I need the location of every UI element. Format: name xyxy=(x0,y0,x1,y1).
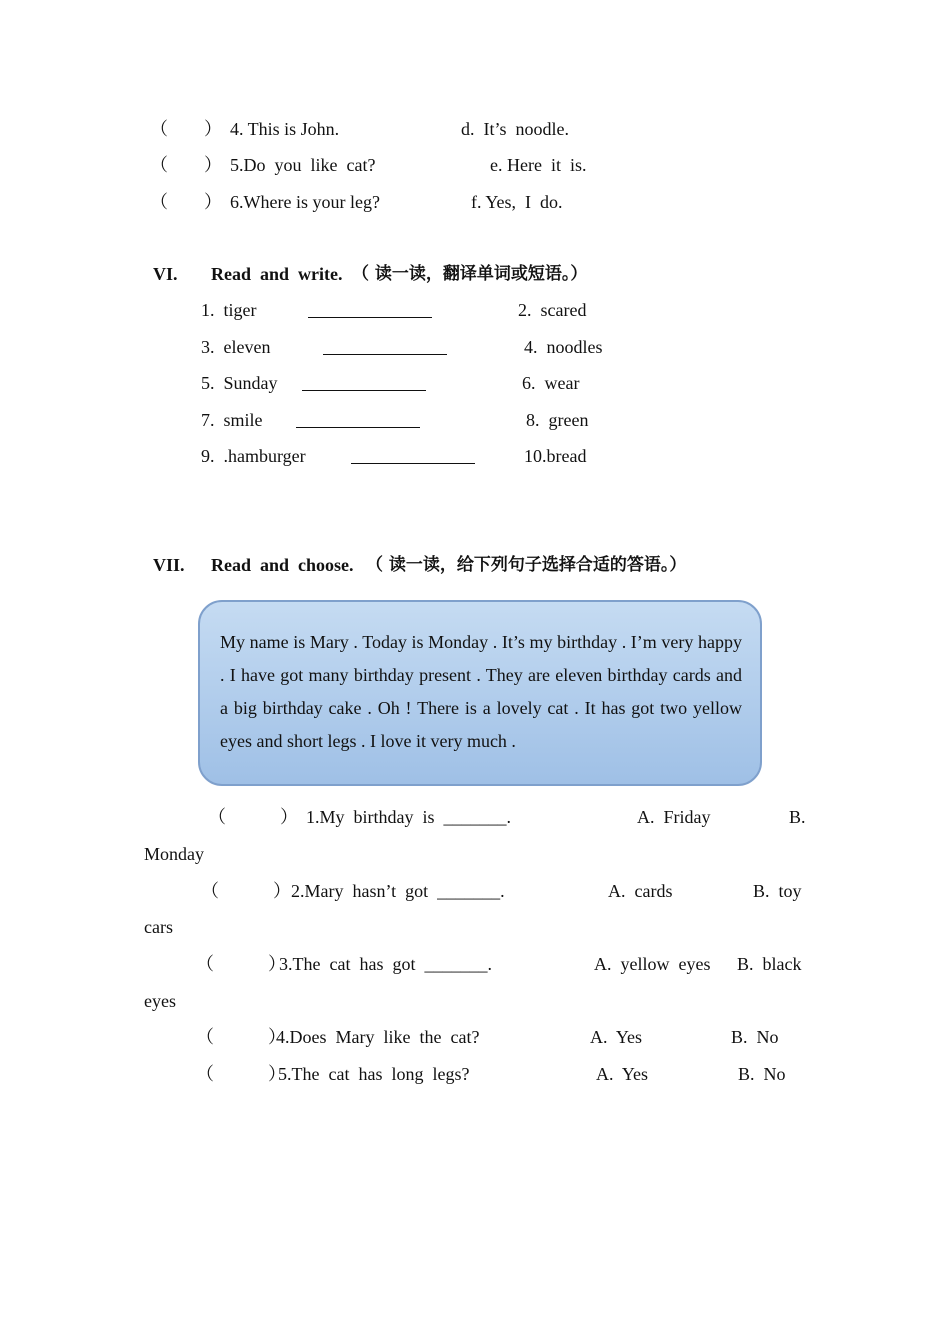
section-title: Read and write. xyxy=(211,264,343,284)
answer-paren[interactable]: （ ） xyxy=(201,881,291,901)
option-b: B. black xyxy=(737,954,802,974)
option-b-wrap: eyes xyxy=(144,991,176,1011)
question-text: 5.The cat has long legs? xyxy=(278,1064,470,1084)
answer-blank[interactable] xyxy=(323,354,447,355)
answer-paren[interactable]: （ ） xyxy=(196,1064,286,1084)
word-item: 9. .hamburger xyxy=(201,446,306,466)
section-title: Read and choose. xyxy=(211,555,354,575)
option-b: B. No xyxy=(731,1027,779,1047)
word-item: 7. smile xyxy=(201,410,263,430)
word-item: 2. scared xyxy=(518,300,587,320)
answer-paren[interactable]: （ ） xyxy=(196,1027,286,1047)
match-question: 5.Do you like cat? xyxy=(230,155,376,175)
word-item: 6. wear xyxy=(522,373,580,393)
option-a: A. Yes xyxy=(596,1064,649,1084)
match-answer: e. Here it is. xyxy=(490,155,587,175)
answer-blank[interactable] xyxy=(351,463,475,464)
answer-paren[interactable]: （ ） xyxy=(150,192,222,212)
word-item: 4. noodles xyxy=(524,337,603,357)
word-item: 3. eleven xyxy=(201,337,271,357)
match-answer: d. It’s noodle. xyxy=(461,119,569,139)
word-item: 1. tiger xyxy=(201,300,257,320)
option-b: B. xyxy=(789,807,806,827)
answer-paren[interactable]: （ ） xyxy=(196,954,286,974)
question-text: 1.My birthday is _______. xyxy=(306,807,511,827)
match-question: 4. This is John. xyxy=(230,119,340,139)
option-b: B. toy xyxy=(753,881,802,901)
answer-blank[interactable] xyxy=(302,390,426,391)
word-item: 5. Sunday xyxy=(201,373,278,393)
section-instruction: （ 读一读，翻译单词或短语。） xyxy=(352,264,588,284)
option-a: A. yellow eyes xyxy=(594,954,711,974)
option-b: B. No xyxy=(738,1064,786,1084)
answer-paren[interactable]: （ ） xyxy=(208,807,298,827)
option-b-wrap: cars xyxy=(144,917,173,937)
answer-paren[interactable]: （ ） xyxy=(150,155,222,175)
option-a: A. cards xyxy=(608,881,673,901)
question-text: 3.The cat has got _______. xyxy=(279,954,492,974)
word-item: 8. green xyxy=(526,410,589,430)
answer-blank[interactable] xyxy=(308,317,432,318)
answer-paren[interactable]: （ ） xyxy=(150,119,222,139)
match-question: 6.Where is your leg? xyxy=(230,192,380,212)
section-number: VI. xyxy=(153,264,178,284)
option-a: A. Yes xyxy=(590,1027,643,1047)
section-number: VII. xyxy=(153,555,185,575)
word-item: 10.bread xyxy=(524,446,587,466)
section-instruction: （ 读一读，给下列句子选择合适的答语。） xyxy=(366,555,687,575)
option-b-wrap: Monday xyxy=(144,844,204,864)
option-a: A. Friday xyxy=(637,807,711,827)
reading-passage: My name is Mary . Today is Monday . It’s my birthday . I’m very happy . I have got many birthday present . They are eleven birthday cards and a big birthday cake . Oh ! There is a lovely cat . It has got two yellow eyes and short legs . I love it very much . xyxy=(220,632,742,751)
answer-blank[interactable] xyxy=(296,427,420,428)
match-answer: f. Yes, I do. xyxy=(471,192,563,212)
question-text: 2.Mary hasn’t got _______. xyxy=(291,881,505,901)
question-text: 4.Does Mary like the cat? xyxy=(276,1027,480,1047)
